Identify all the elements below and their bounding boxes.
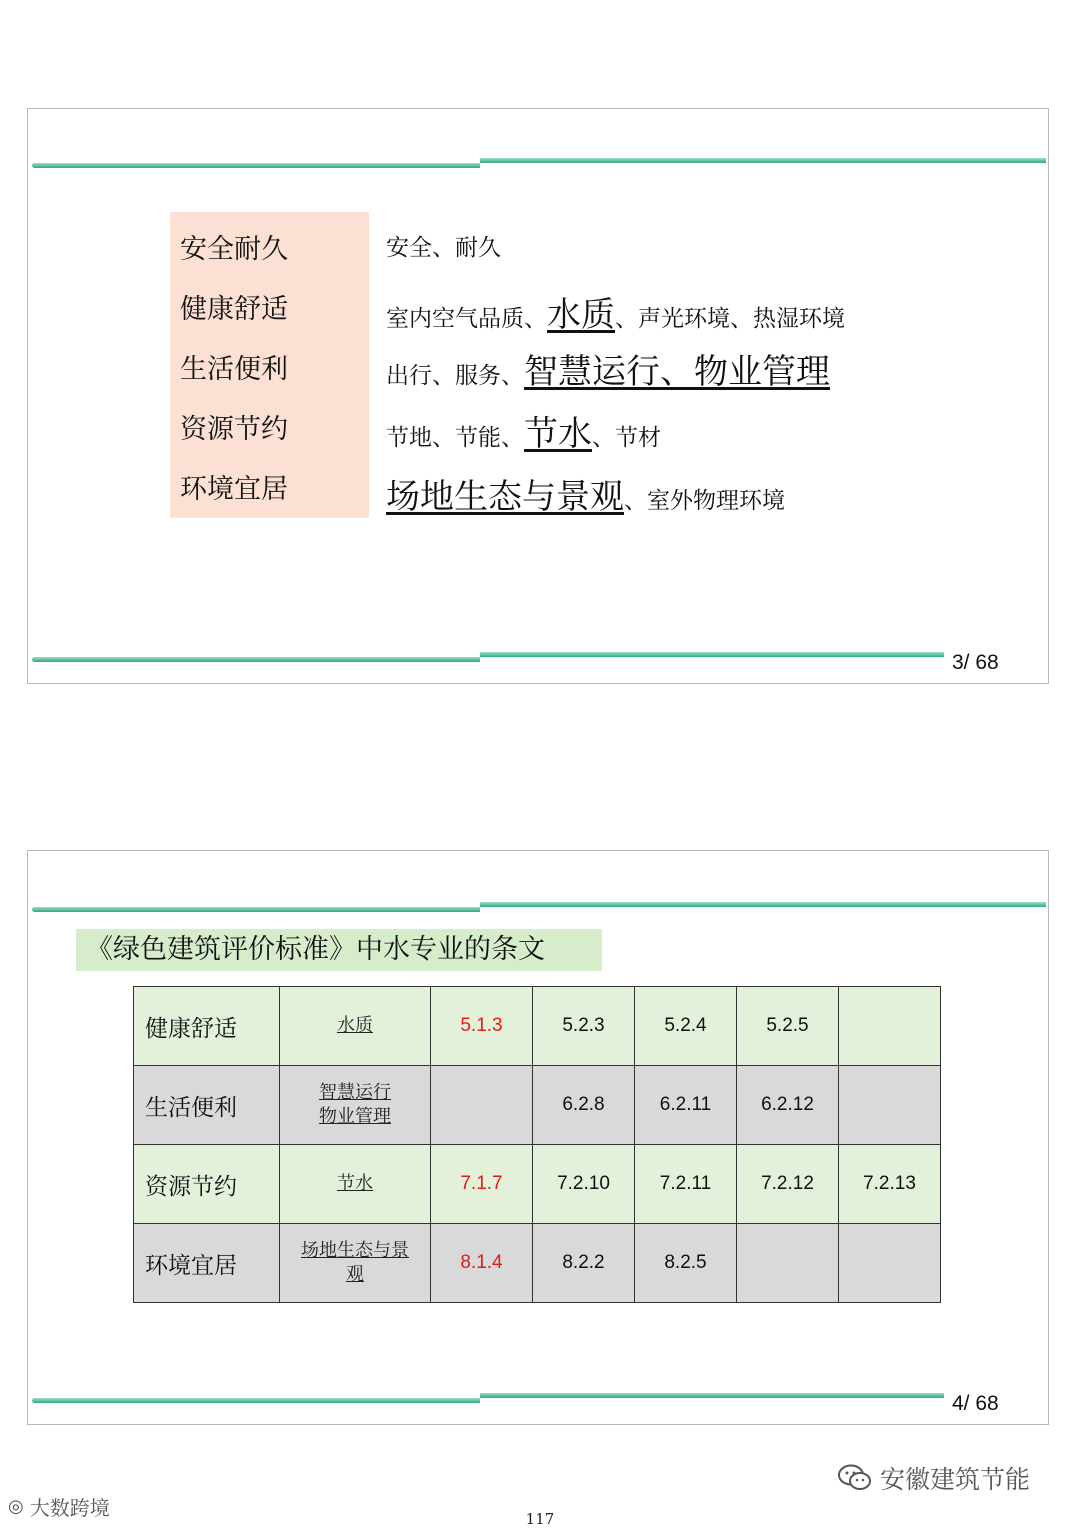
content-line (386, 469, 785, 518)
emphasis-text: 节水 (524, 414, 592, 454)
clause-cell: 5.2.5 (737, 987, 839, 1066)
clause-cell: 7.2.12 (737, 1145, 839, 1224)
bottom-rule-left (32, 657, 480, 662)
clause-cell (839, 1224, 941, 1303)
top-rule-right (480, 902, 1046, 907)
content-line (386, 406, 661, 455)
topic-cell: 水质 (280, 987, 431, 1066)
standards-table (133, 986, 941, 1303)
table-row (134, 1145, 941, 1224)
emphasis-text: 智慧运行、物业管理 (524, 352, 830, 392)
category-label: 生活便利 (180, 354, 288, 385)
line-text: 、声光环境、热湿环境 (615, 306, 845, 332)
category-cell: 健康舒适 (134, 987, 280, 1066)
table-row (134, 987, 941, 1066)
table-row (134, 1066, 941, 1145)
content-line (386, 344, 830, 393)
category-label: 资源节约 (180, 414, 288, 445)
clause-cell: 7.1.7 (431, 1145, 533, 1224)
top-rule-right (480, 158, 1046, 163)
watermark-right-text: 安徽建筑节能 (880, 1465, 1031, 1494)
table-row (134, 1224, 941, 1303)
clause-cell: 7.2.11 (635, 1145, 737, 1224)
clause-cell: 6.2.8 (533, 1066, 635, 1145)
line-text: 、节材 (592, 425, 661, 451)
clause-cell: 5.1.3 (431, 987, 533, 1066)
line-text: 室内空气品质、 (386, 306, 547, 332)
clause-cell: 6.2.12 (737, 1066, 839, 1145)
line-text: 出行、服务、 (386, 363, 524, 389)
clause-cell (839, 1066, 941, 1145)
bottom-rule-left (32, 1398, 480, 1403)
slide-3 (27, 108, 1049, 684)
page-number: 4/ 68 (952, 1392, 999, 1415)
topic-cell: 智慧运行 物业管理 (280, 1066, 431, 1145)
clause-cell (737, 1224, 839, 1303)
document-page-number: 117 (525, 1510, 555, 1528)
slide-heading: 《绿色建筑评价标准》中水专业的条文 (76, 929, 602, 971)
watermark-left-text: 大数跨境 (29, 1496, 110, 1520)
clause-cell: 7.2.10 (533, 1145, 635, 1224)
clause-cell: 6.2.11 (635, 1066, 737, 1145)
page-number: 3/ 68 (952, 651, 999, 674)
category-label: 健康舒适 (180, 294, 288, 325)
category-cell: 环境宜居 (134, 1224, 280, 1303)
clause-cell (839, 987, 941, 1066)
clause-cell: 8.2.5 (635, 1224, 737, 1303)
top-rule-left (32, 163, 480, 168)
category-cell: 生活便利 (134, 1066, 280, 1145)
slide-4 (27, 850, 1049, 1425)
watermark-right (838, 1460, 1030, 1496)
content-line (386, 229, 501, 262)
category-label: 环境宜居 (180, 474, 288, 505)
line-text: 节地、节能、 (386, 425, 524, 451)
content-line (386, 287, 845, 336)
weibo-icon: ◎ (8, 1496, 24, 1517)
clause-cell (431, 1066, 533, 1145)
clause-cell: 8.2.2 (533, 1224, 635, 1303)
line-text: 、室外物理环境 (624, 488, 785, 514)
wechat-icon (838, 1464, 872, 1492)
bottom-rule-right (480, 1393, 944, 1398)
topic-cell: 场地生态与景 观 (280, 1224, 431, 1303)
emphasis-text: 场地生态与景观 (386, 477, 624, 517)
emphasis-text: 水质 (547, 295, 615, 335)
clause-cell: 5.2.4 (635, 987, 737, 1066)
line-text: 安全、耐久 (386, 235, 501, 261)
top-rule-left (32, 907, 480, 912)
category-label: 安全耐久 (180, 234, 288, 265)
bottom-rule-right (480, 652, 944, 657)
clause-cell: 5.2.3 (533, 987, 635, 1066)
clause-cell: 8.1.4 (431, 1224, 533, 1303)
topic-cell: 节水 (280, 1145, 431, 1224)
category-cell: 资源节约 (134, 1145, 280, 1224)
clause-cell: 7.2.13 (839, 1145, 941, 1224)
